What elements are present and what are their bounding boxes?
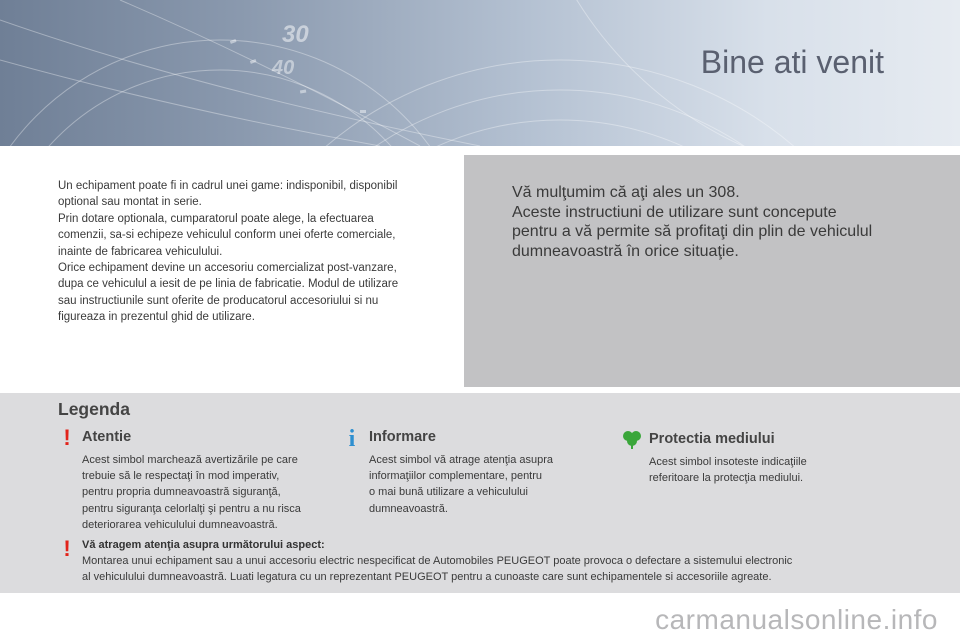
intro-line: Un echipament poate fi in cadrul unei game: indisponibil, disponibil [58,180,398,192]
welcome-line: pentru a vă permite să profitaţi din plin de vehiculul [512,223,873,240]
intro-line: sau instructiunile sunt oferite de producatorul accesoriului si nu [58,294,379,307]
watermark: carmanualsonline.info [655,604,938,635]
atentie-line: Acest simbol marchează avertizările pe care [82,454,298,466]
intro-line: Orice echipament devine un accesoriu comercializat post-vanzare, [58,262,397,275]
atentie-line: pentru siguranţa celorlalţi şi pentru a nu risca [82,502,301,515]
header-banner [0,0,960,146]
welcome-text [512,183,932,261]
atentie-line: trebuie să le respectaţi în mod imperativ, [82,470,280,483]
atentie-title: Atentie [82,429,132,445]
informare-text [369,452,599,517]
leaf-icon [622,430,642,450]
page-title: Bine ati venit [700,44,884,80]
informare-title: Informare [369,429,436,445]
notice-line: al vehiculului dumneavoastră. Luati legatura cu un reprezentant PEUGEOT pentru a cunoaste care sunt echipamentele si accesoriile agreate. [82,570,772,583]
legend-title: Legenda [58,399,130,419]
atentie-text [82,452,332,533]
intro-line: comenzii, sa-si echipeze vehiculul conform unei oferte comerciale, [58,229,396,242]
intro-line: dupa ce vehiculul a iesit de pe linia de fabricatie. Modul de utilizare [58,278,399,291]
informare-line: informaţiilor complementare, pentru [369,470,543,483]
protectia-text [649,454,879,486]
informare-line: dumneavoastră. [369,502,448,515]
intro-text [58,178,430,326]
protectia-title: Protectia mediului [649,431,775,447]
welcome-line: Vă mulţumim că aţi ales un 308. [512,184,740,201]
welcome-line: Aceste instructiuni de utilizare sunt concepute [512,203,837,221]
notice-title: Vă atragem atenţia asupra următorului aspect: [82,539,325,551]
welcome-line: dumneavoastră în orice situaţie. [512,242,739,260]
intro-line: Prin dotare optionala, cumparatorul poate alege, la efectuarea [58,212,374,225]
svg-text:30: 30 [282,21,309,48]
informare-line: o mai bună utilizare a vehiculului [369,486,528,499]
notice-line: Montarea unui echipament sau a unui accesoriu electric nespecificat de Automobiles PEUGEOT poate provoca o defectare a sistemului electronic [82,555,793,567]
info-icon: i [348,426,356,452]
protectia-line: referitoare la protecţia mediului. [649,472,804,485]
intro-line: inainte de fabricarea vehiculului. [58,245,223,258]
notice-text [82,554,902,585]
protectia-line: Acest simbol insoteste indicaţiile [649,456,807,468]
intro-line: optional sau montat in serie. [58,196,202,209]
warning-exclamation-icon: ! [63,536,71,561]
warning-exclamation-icon: ! [63,425,71,450]
informare-line: Acest simbol vă atrage atenţia asupra [369,454,554,466]
welcome-panel [464,155,960,387]
atentie-line: pentru propria dumneavoastră siguranţă, [82,486,281,499]
svg-text:40: 40 [272,57,295,79]
atentie-line: deteriorarea vehiculului dumneavoastră. [82,518,278,531]
intro-line: figureaza in prezentul ghid de utilizare. [58,311,255,324]
